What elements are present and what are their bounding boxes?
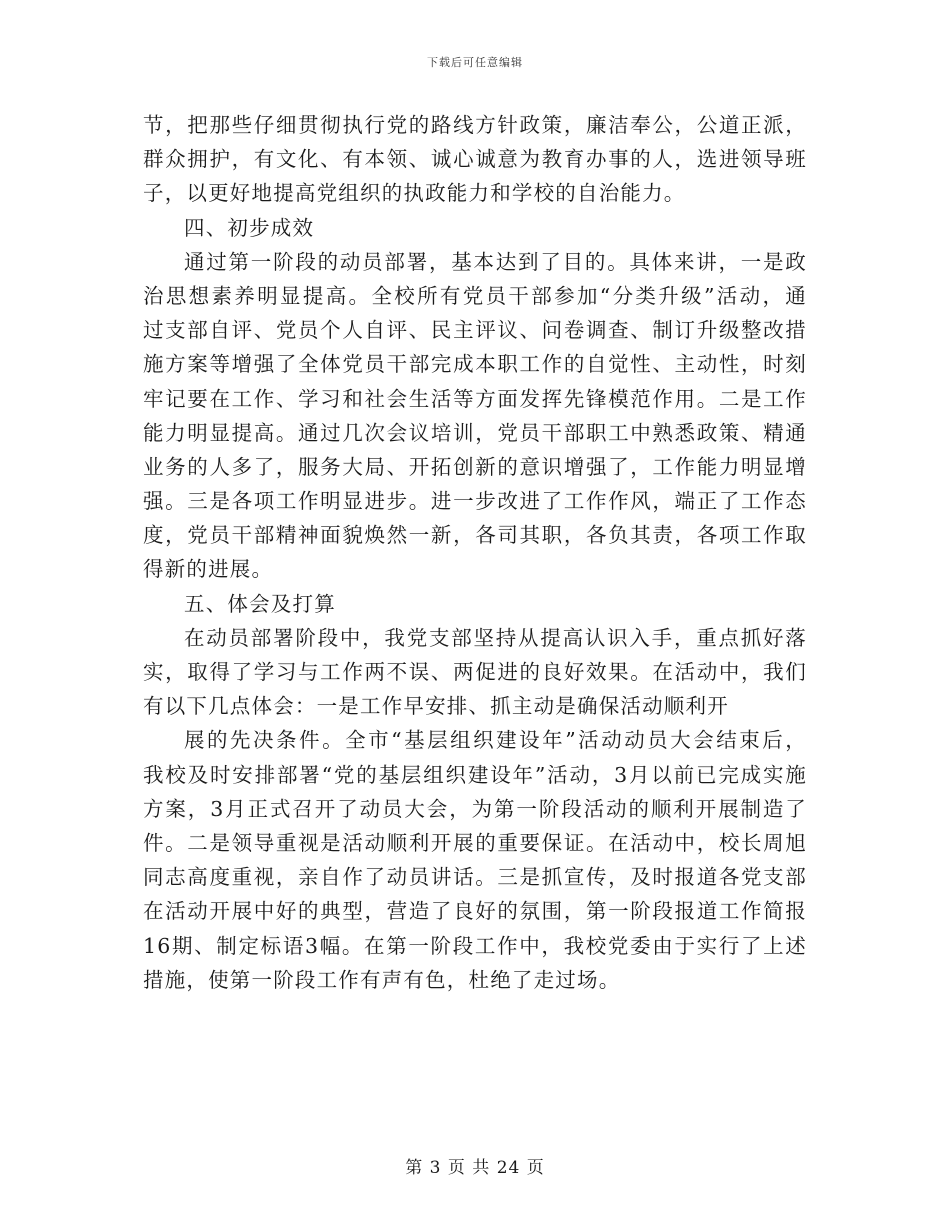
text-line: 强。三是各项工作明显进步。进一步改进了工作作风，端正了工作态	[143, 489, 807, 514]
section-heading: 五、体会及打算	[184, 591, 336, 616]
text-line: 子，以更好地提高党组织的执政能力和学校的自治能力。	[143, 181, 686, 206]
text-line: 件。二是领导重视是活动顺利开展的重要保证。在活动中，校长周旭	[143, 830, 807, 855]
text-line: 16期、制定标语3幅。在第一阶段工作中，我校党委由于实行了上述	[143, 933, 807, 958]
text-line: 展的先决条件。全市“基层组织建设年”活动动员大会结束后，	[184, 728, 807, 753]
text-line: 措施，使第一阶段工作有声有色，杜绝了走过场。	[143, 967, 621, 992]
text-line: 业务的人多了，服务大局、开拓创新的意识增强了，工作能力明显增	[143, 454, 807, 479]
text-line: 方案，3月正式召开了动员大会，为第一阶段活动的顺利开展制造了	[143, 796, 807, 821]
text-line: 在活动开展中好的典型，营造了良好的氛围，第一阶段报道工作简报	[143, 899, 807, 924]
text-line: 在动员部署阶段中，我党支部坚持从提高认识入手，重点抓好落	[184, 625, 807, 650]
page-header-note: 下载后可任意编辑	[427, 56, 523, 69]
page-number-footer: 第 3 页 共 24 页	[405, 1158, 545, 1178]
text-line: 治思想素养明显提高。全校所有党员干部参加“分类升级”活动，通	[143, 283, 807, 308]
text-line: 度，党员干部精神面貌焕然一新，各司其职，各负其责，各项工作取	[143, 523, 807, 548]
text-line: 施方案等增强了全体党员干部完成本职工作的自觉性、主动性，时刻	[143, 352, 807, 377]
text-line: 得新的进展。	[143, 557, 274, 582]
text-line: 能力明显提高。通过几次会议培训，党员干部职工中熟悉政策、精通	[143, 420, 807, 445]
text-line: 我校及时安排部署“党的基层组织建设年”活动，3月以前已完成实施	[143, 762, 807, 787]
text-line: 通过第一阶段的动员部署，基本达到了目的。具体来讲，一是政	[184, 249, 807, 274]
text-line: 过支部自评、党员个人自评、民主评议、问卷调查、制订升级整改措	[143, 318, 807, 343]
text-line: 牢记要在工作、学习和社会生活等方面发挥先锋模范作用。二是工作	[143, 386, 807, 411]
document-body	[143, 108, 807, 997]
text-line: 实，取得了学习与工作两不误、两促进的良好效果。在活动中，我们	[143, 660, 807, 684]
text-line: 节，把那些仔细贯彻执行党的路线方针政策，廉洁奉公，公道正派，	[143, 113, 807, 137]
section-heading: 四、初步成效	[184, 215, 315, 240]
text-line: 有以下几点体会：一是工作早安排、抓主动是确保活动顺利开	[143, 694, 729, 719]
text-line: 群众拥护，有文化、有本领、诚心诚意为教育办事的人，选进领导班	[143, 147, 807, 172]
text-line: 同志高度重视，亲自作了动员讲话。三是抓宣传，及时报道各党支部	[143, 865, 807, 890]
